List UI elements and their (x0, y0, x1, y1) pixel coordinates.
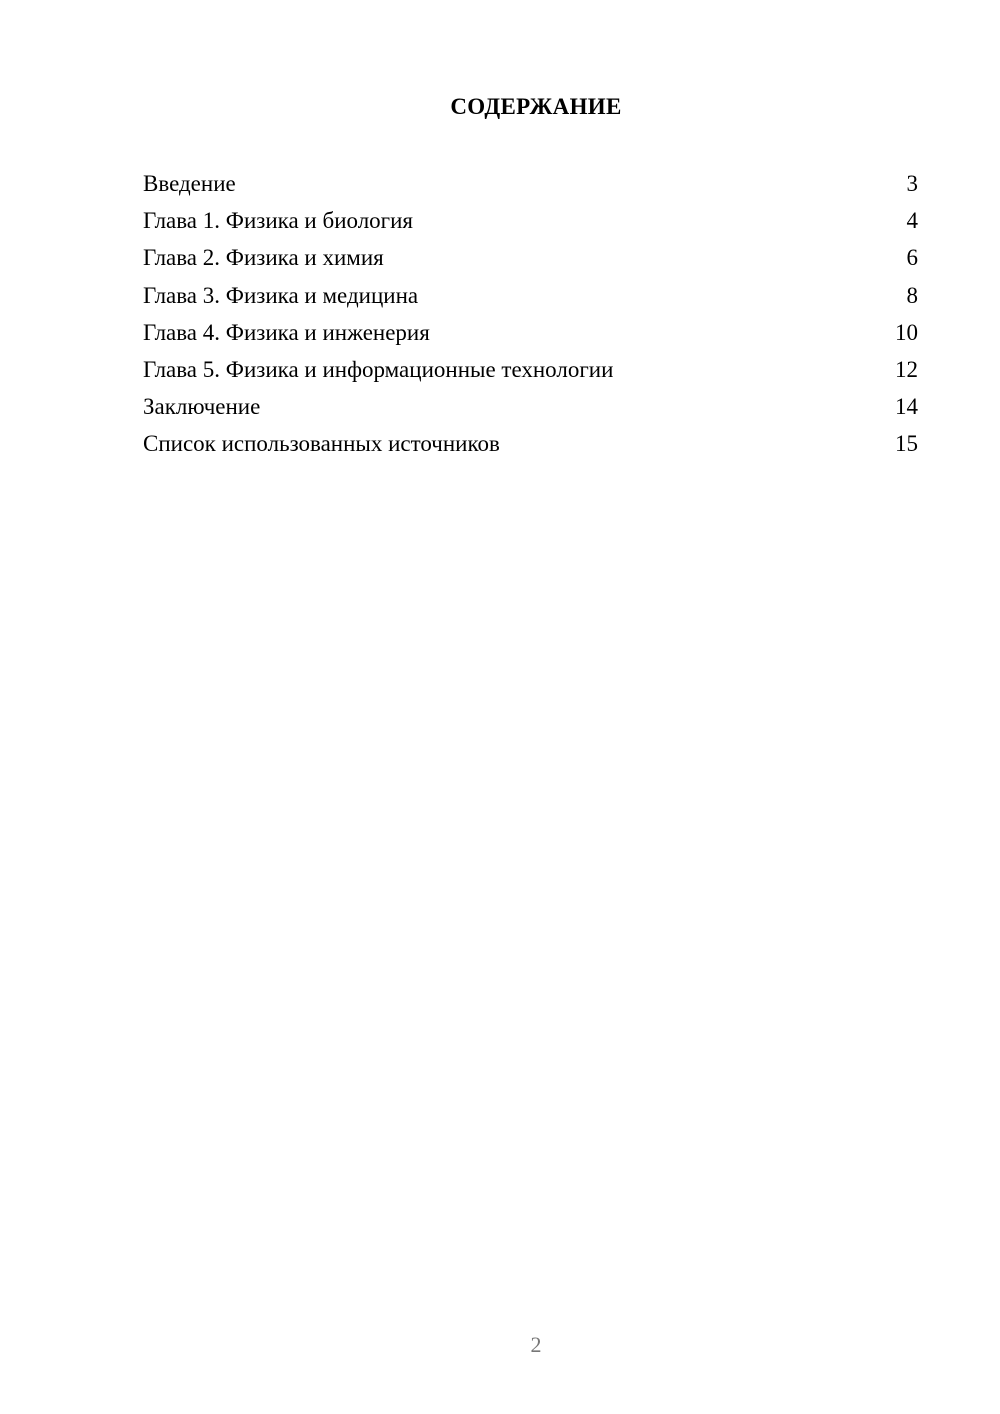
page-title: СОДЕРЖАНИЕ (450, 94, 622, 119)
page-number: 2 (530, 1332, 542, 1357)
toc-entry-page: 15 (895, 431, 918, 457)
toc-entry-label: Список использованных источников (143, 431, 500, 457)
toc-entry-chapter-3 (143, 281, 918, 318)
toc-entry-page: 10 (895, 319, 918, 345)
toc-entry-label: Глава 3. Физика и медицина (143, 282, 419, 308)
toc-entry-chapter-5 (143, 355, 918, 392)
toc-entry-page: 3 (906, 171, 918, 196)
toc-entry-conclusion (143, 392, 918, 429)
toc-entry-label: Введение (143, 171, 236, 196)
toc-entry-page: 14 (895, 394, 918, 420)
toc-entry-chapter-1 (143, 206, 918, 243)
toc-entry-introduction (143, 169, 918, 206)
toc-entry-chapter-4 (143, 318, 918, 355)
table-of-contents (143, 169, 918, 467)
toc-entry-label: Заключение (143, 394, 261, 420)
toc-entry-page: 6 (906, 245, 918, 271)
toc-entry-label: Глава 5. Физика и информационные технологии (143, 356, 614, 382)
toc-entry-page: 8 (906, 282, 918, 308)
toc-entry-chapter-2 (143, 243, 918, 280)
toc-entry-label: Глава 1. Физика и биология (143, 208, 413, 234)
toc-entry-label: Глава 4. Физика и инженерия (143, 319, 430, 345)
toc-entry-page: 4 (906, 208, 918, 234)
toc-entry-page: 12 (895, 356, 918, 382)
toc-entry-label: Глава 2. Физика и химия (143, 245, 384, 271)
toc-entry-references (143, 429, 918, 466)
